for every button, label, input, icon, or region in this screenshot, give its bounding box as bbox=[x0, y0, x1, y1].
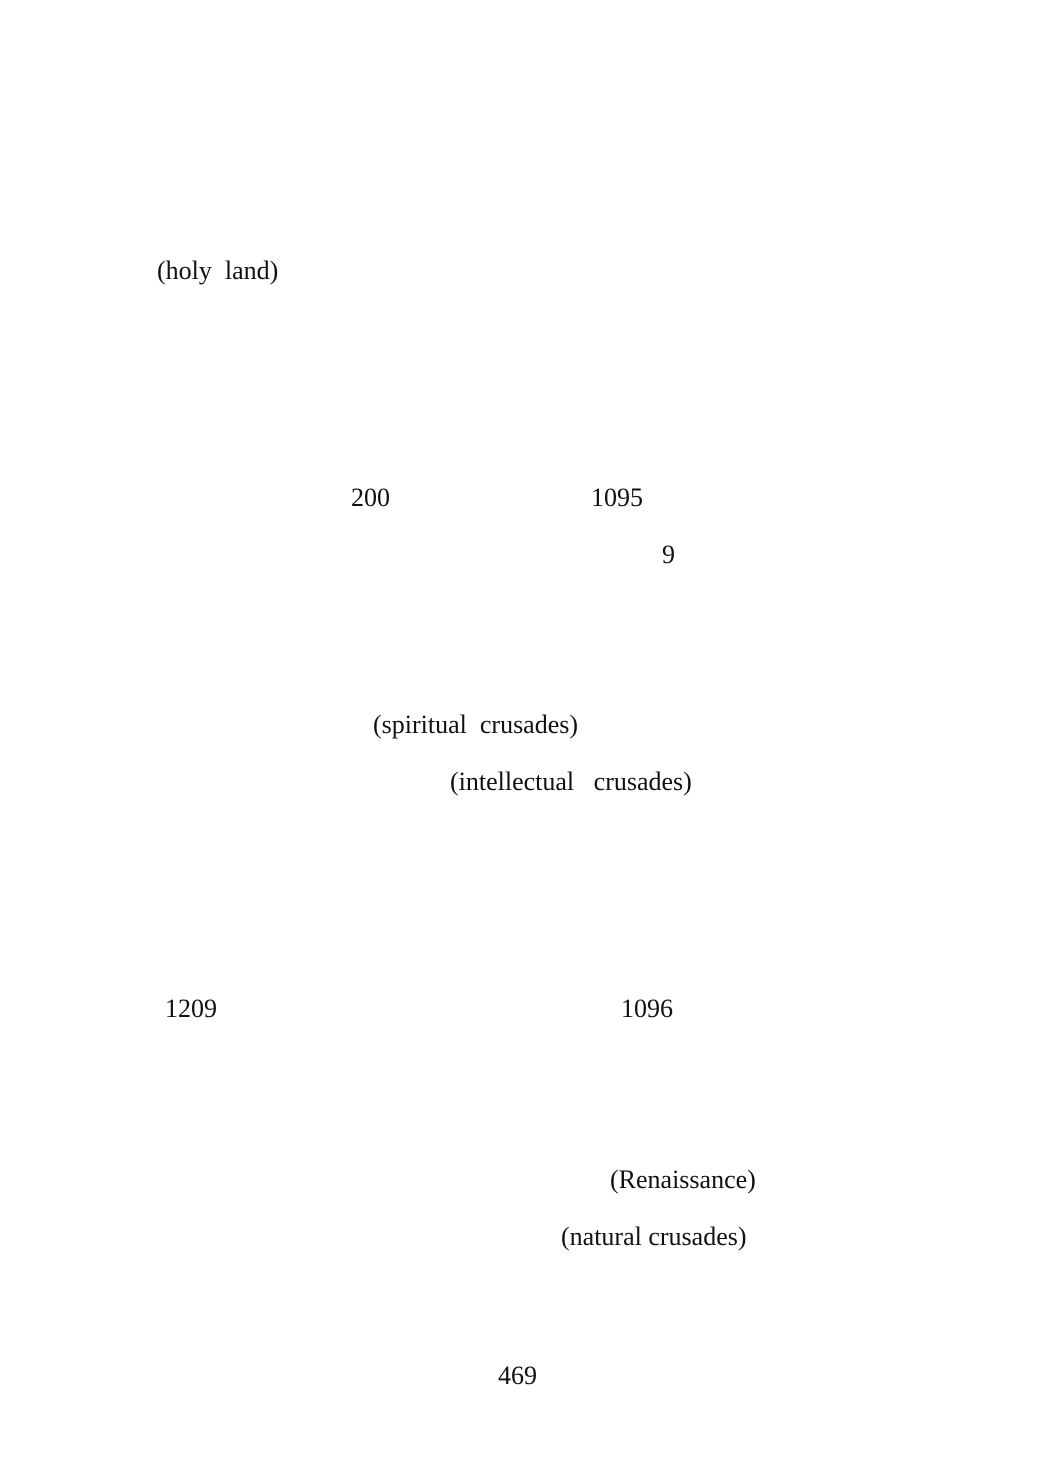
text-year-1095: 1095 bbox=[591, 483, 643, 512]
page-number: 469 bbox=[498, 1361, 537, 1390]
text-natural-crusades: (natural crusades) bbox=[561, 1222, 747, 1251]
text-year-1209: 1209 bbox=[165, 994, 217, 1023]
text-number-200: 200 bbox=[351, 483, 390, 512]
text-number-9: 9 bbox=[662, 540, 675, 569]
text-holy-land: (holy land) bbox=[157, 256, 279, 285]
text-renaissance: (Renaissance) bbox=[610, 1165, 756, 1194]
text-spiritual-crusades: (spiritual crusades) bbox=[373, 710, 579, 739]
text-intellectual-crusades: (intellectual crusades) bbox=[450, 767, 692, 796]
text-year-1096: 1096 bbox=[621, 994, 673, 1023]
